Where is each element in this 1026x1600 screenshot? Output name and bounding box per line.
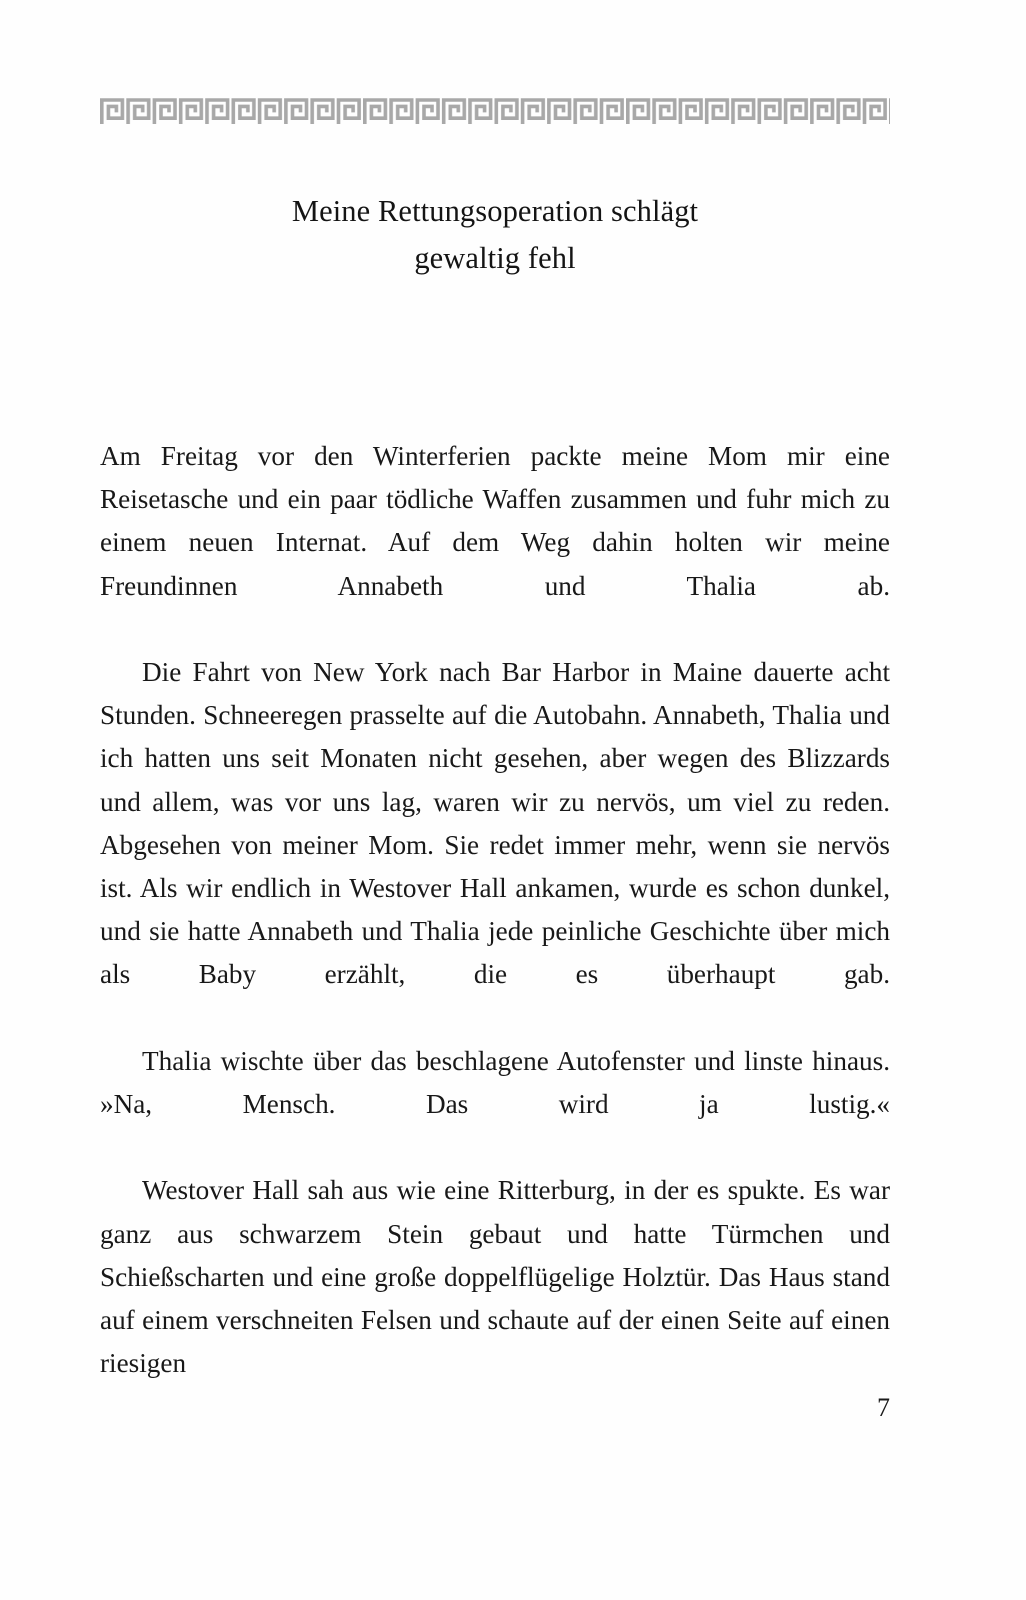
chapter-title-line-1: Meine Rettungsoperation schlägt (291, 194, 699, 229)
paragraph: Westover Hall sah aus wie eine Ritterburg, in der es spukte. Es war ganz aus schwarzem Stein gebaut und hatte Türmchen und Schießscharten und eine große doppelflügelige Holztür. Das Haus stand auf einem verschneiten Felsen und schaute auf der einen Seite auf einen riesigen (100, 1175, 890, 1379)
paragraph: Thalia wischte über das beschlagene Autofenster und linste hinaus. »Na, Mensch. Das wird ja lustig.« (100, 1045, 890, 1120)
body-text (100, 435, 890, 1429)
page-number: 7 (877, 1393, 890, 1422)
chapter-title-line-2: gewaltig fehl (414, 241, 576, 276)
chapter-title (100, 188, 890, 282)
greek-meander-border (100, 96, 890, 126)
paragraph: Die Fahrt von New York nach Bar Harbor in Maine dauerte acht Stunden. Schneeregen prasselte auf die Autobahn. Annabeth, Thalia und ich hatten uns seit Monaten nicht gesehen, aber wegen des Blizzards und allem, was vor uns lag, waren wir zu nervös, um viel zu reden. Abgesehen von meiner Mom. Sie redet immer mehr, wenn sie nervös ist. Als wir endlich in Westover Hall ankamen, wurde es schon dunkel, und sie hatte Annabeth und Thalia jede peinliche Geschichte über mich als Baby erzählt, die es überhaupt gab. (100, 657, 890, 990)
paragraph: Am Freitag vor den Winterferien packte meine Mom mir eine Reisetasche und ein paar tödliche Waffen zusammen und fuhr mich zu einem neuen Internat. Auf dem Weg dahin holten wir meine Freundinnen Annabeth und Thalia ab. (100, 441, 890, 601)
